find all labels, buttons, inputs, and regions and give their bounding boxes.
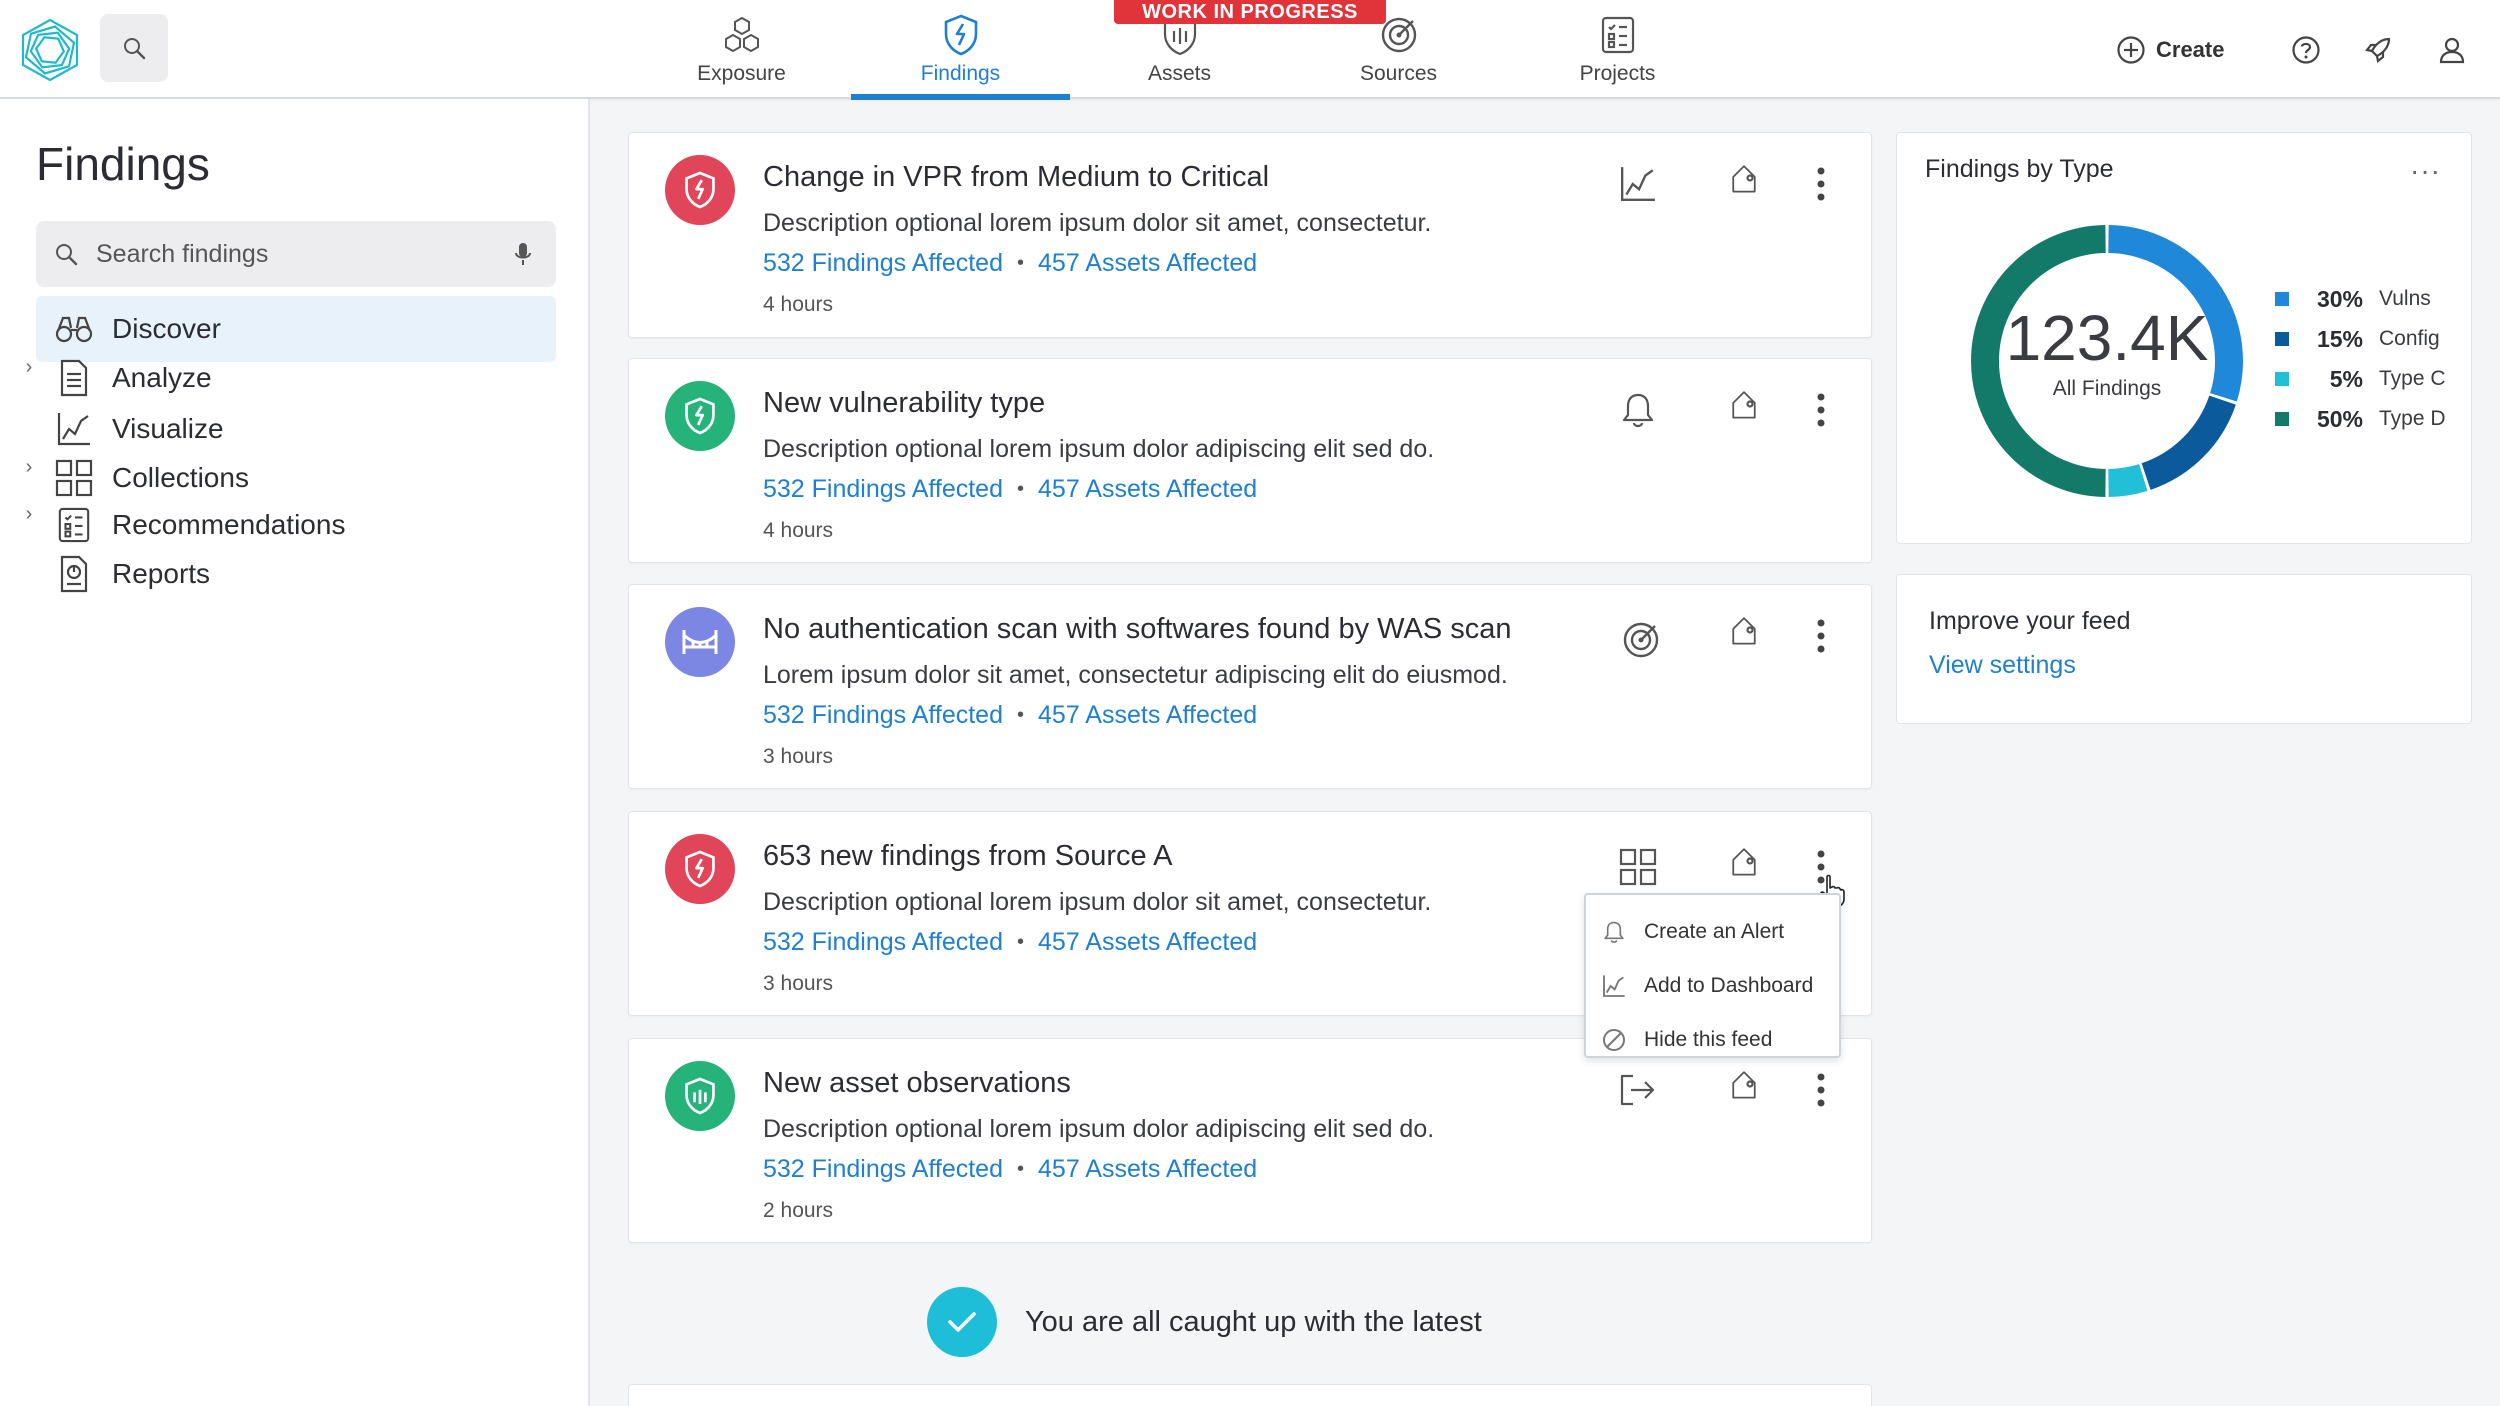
more-options-button[interactable] <box>1796 1065 1846 1115</box>
page-title: Findings <box>36 138 210 190</box>
tag-button[interactable] <box>1719 842 1769 892</box>
more-vertical-icon <box>1816 167 1826 201</box>
sidebar-item-label: Analyze <box>112 362 212 393</box>
sidebar-item-label: Collections <box>112 462 249 493</box>
document-icon <box>59 359 89 397</box>
feed-card[interactable] <box>628 1038 1872 1243</box>
tag-button[interactable] <box>1719 159 1769 209</box>
binoculars-icon <box>54 313 94 345</box>
menu-item-hide-feed[interactable] <box>1586 1013 1839 1067</box>
legend-swatch <box>2275 372 2289 386</box>
chart-legend <box>2275 279 2446 439</box>
separator: • <box>1017 252 1025 274</box>
card-timestamp: 4 hours <box>763 519 834 542</box>
card-title: New vulnerability type <box>763 387 1046 419</box>
feed-card[interactable] <box>628 1384 1872 1406</box>
user-icon <box>2437 35 2467 65</box>
export-icon <box>1619 1073 1657 1107</box>
feed-card[interactable] <box>628 358 1872 563</box>
separator: • <box>1017 931 1025 953</box>
improve-feed-title: Improve your feed <box>1929 607 2131 635</box>
card-description: Lorem ipsum dolor sit amet, consectetur adipiscing elit do eiusmod. <box>763 661 1508 689</box>
legend-label: Type D <box>2379 407 2446 430</box>
report-icon <box>59 555 89 593</box>
logo-icon[interactable] <box>16 17 84 83</box>
line-chart-icon <box>1602 974 1626 998</box>
chart-title: Findings by Type <box>1925 155 2114 183</box>
nav-tab-label: Assets <box>1147 62 1212 85</box>
donut-slice-type-c[interactable] <box>2108 477 2143 483</box>
legend-swatch <box>2275 412 2289 426</box>
caught-up-message <box>927 1287 1482 1357</box>
add-to-collection-button[interactable] <box>1613 842 1663 892</box>
plus-circle-icon <box>2116 35 2146 65</box>
separator: • <box>1017 704 1025 726</box>
legend-item[interactable] <box>2275 359 2446 399</box>
findings-by-type-widget <box>1896 132 2472 544</box>
export-button[interactable] <box>1613 1065 1663 1115</box>
search-icon <box>54 242 78 266</box>
more-vertical-icon <box>1816 619 1826 653</box>
card-context-menu <box>1584 893 1841 1058</box>
search-icon <box>122 36 146 60</box>
card-timestamp: 2 hours <box>763 1199 834 1222</box>
line-chart-icon <box>56 411 92 447</box>
top-bar <box>0 0 2500 99</box>
legend-label: Type C <box>2379 367 2446 390</box>
card-timestamp: 3 hours <box>763 972 834 995</box>
chevron-right-icon[interactable]: › <box>25 455 33 478</box>
legend-percent: 15% <box>2316 325 2363 352</box>
total-findings-value: 123.4K <box>2005 302 2209 374</box>
widget-more-button[interactable]: ··· <box>2410 155 2441 186</box>
asset-shield-icon <box>665 1061 735 1131</box>
findings-affected-link[interactable]: 532 Findings Affected <box>763 249 1003 277</box>
tag-icon <box>1725 848 1763 886</box>
target-icon <box>1621 620 1661 660</box>
chevron-right-icon[interactable]: › <box>25 502 33 525</box>
create-button-label: Create <box>2156 37 2225 62</box>
card-description: Description optional lorem ipsum dolor sit amet, consectetur. <box>763 209 1432 237</box>
separator: • <box>1017 478 1025 500</box>
legend-swatch <box>2275 332 2289 346</box>
feed-card[interactable] <box>628 132 1872 338</box>
card-description: Description optional lorem ipsum dolor adipiscing elit sed do. <box>763 435 1435 463</box>
card-description: Description optional lorem ipsum dolor adipiscing elit sed do. <box>763 1115 1435 1143</box>
help-icon <box>2291 35 2321 65</box>
legend-percent: 50% <box>2316 405 2363 432</box>
tag-icon <box>1725 1071 1763 1109</box>
checklist-icon <box>1600 16 1636 54</box>
more-options-button[interactable] <box>1796 611 1846 661</box>
legend-item[interactable] <box>2275 279 2446 319</box>
create-button[interactable] <box>2116 30 2224 70</box>
tag-button[interactable] <box>1719 385 1769 435</box>
tag-button[interactable] <box>1719 611 1769 661</box>
whats-new-button[interactable] <box>2360 32 2396 68</box>
microphone-icon[interactable] <box>514 241 532 267</box>
menu-item-create-alert[interactable] <box>1586 905 1839 959</box>
card-title: Change in VPR from Medium to Critical <box>763 161 1270 193</box>
assets-affected-link[interactable]: 457 Assets Affected <box>1038 701 1258 729</box>
help-button[interactable] <box>2288 32 2324 68</box>
menu-item-label: Create an Alert <box>1644 920 1785 943</box>
broken-shield-icon <box>665 381 735 451</box>
search-placeholder: Search findings <box>96 239 269 268</box>
nav-tab-label: Exposure <box>697 62 786 85</box>
donut-slice-config[interactable] <box>2146 400 2222 476</box>
scan-button[interactable] <box>1616 615 1666 665</box>
grid-icon <box>1619 848 1657 886</box>
caught-up-text: You are all caught up with the latest <box>1025 1305 1482 1338</box>
card-timestamp: 3 hours <box>763 745 834 768</box>
menu-item-label: Hide this feed <box>1644 1028 1773 1051</box>
menu-item-label: Add to Dashboard <box>1644 974 1814 997</box>
view-settings-link[interactable]: View settings <box>1929 651 2076 679</box>
findings-affected-link[interactable]: 532 Findings Affected <box>763 701 1003 729</box>
legend-swatch <box>2275 292 2289 306</box>
nav-tab-label: Projects <box>1579 62 1656 85</box>
assets-affected-link[interactable]: 457 Assets Affected <box>1038 249 1258 277</box>
tag-button[interactable] <box>1719 1065 1769 1115</box>
nav-tab-projects[interactable] <box>1508 0 1727 99</box>
assets-affected-link[interactable]: 457 Assets Affected <box>1038 475 1258 503</box>
shield-icon <box>942 14 980 56</box>
more-options-button[interactable] <box>1796 159 1846 209</box>
user-profile-button[interactable] <box>2434 32 2470 68</box>
legend-label: Vulns <box>2379 287 2431 310</box>
nav-tab-label: Sources <box>1359 62 1438 85</box>
tag-icon <box>1725 617 1763 655</box>
sidebar-item-label: Recommendations <box>112 509 346 540</box>
legend-item[interactable] <box>2275 319 2446 359</box>
sidebar-item-reports[interactable] <box>36 541 556 607</box>
findings-affected-link[interactable]: 532 Findings Affected <box>763 928 1003 956</box>
sidebar <box>0 99 590 1406</box>
checkmark-icon <box>927 1287 997 1357</box>
improve-feed-widget <box>1896 574 2472 724</box>
more-vertical-icon <box>1816 393 1826 427</box>
search-findings-input[interactable] <box>36 221 556 287</box>
findings-affected-link[interactable]: 532 Findings Affected <box>763 1155 1003 1183</box>
hexagons-icon <box>722 16 762 54</box>
block-icon <box>1602 1028 1626 1052</box>
card-timestamp: 4 hours <box>763 293 834 316</box>
legend-percent: 30% <box>2316 285 2363 312</box>
total-findings-label: All Findings <box>2052 377 2162 400</box>
findings-affected-link[interactable]: 532 Findings Affected <box>763 475 1003 503</box>
create-alert-button[interactable] <box>1613 385 1663 435</box>
checklist-icon <box>57 507 91 543</box>
card-title: 653 new findings from Source A <box>763 840 1173 872</box>
nav-tab-findings[interactable] <box>851 0 1070 99</box>
bell-icon <box>1621 391 1655 429</box>
tag-icon <box>1725 391 1763 429</box>
bridge-icon <box>665 607 735 677</box>
global-search-button[interactable] <box>100 14 168 82</box>
legend-label: Config <box>2379 327 2440 350</box>
chevron-right-icon[interactable]: › <box>25 355 33 378</box>
sidebar-item-label: Discover <box>112 313 221 344</box>
separator: • <box>1017 1158 1025 1180</box>
feed-card[interactable] <box>628 584 1872 789</box>
broken-shield-icon <box>665 834 735 904</box>
nav-tab-label: Findings <box>920 62 1001 85</box>
legend-item[interactable] <box>2275 399 2446 439</box>
broken-shield-icon <box>665 155 735 225</box>
sidebar-item-label: Reports <box>112 558 211 589</box>
card-title: New asset observations <box>763 1067 1071 1099</box>
view-chart-button[interactable] <box>1613 159 1663 209</box>
menu-item-add-to-dashboard[interactable] <box>1586 959 1839 1013</box>
bell-icon <box>1603 920 1625 944</box>
card-title: No authentication scan with softwares found by WAS scan <box>763 613 1512 645</box>
assets-affected-link[interactable]: 457 Assets Affected <box>1038 928 1258 956</box>
assets-affected-link[interactable]: 457 Assets Affected <box>1038 1155 1258 1183</box>
line-chart-icon <box>1619 165 1657 203</box>
rocket-icon <box>2363 35 2393 65</box>
card-description: Description optional lorem ipsum dolor sit amet, consectetur. <box>763 888 1432 916</box>
more-vertical-icon <box>1816 1073 1826 1107</box>
work-in-progress-banner: WORK IN PROGRESS <box>1114 0 1386 24</box>
nav-tab-exposure[interactable] <box>632 0 851 99</box>
sidebar-item-label: Visualize <box>112 413 224 444</box>
tag-icon <box>1725 165 1763 203</box>
more-options-button[interactable] <box>1796 385 1846 435</box>
legend-percent: 5% <box>2329 365 2363 392</box>
